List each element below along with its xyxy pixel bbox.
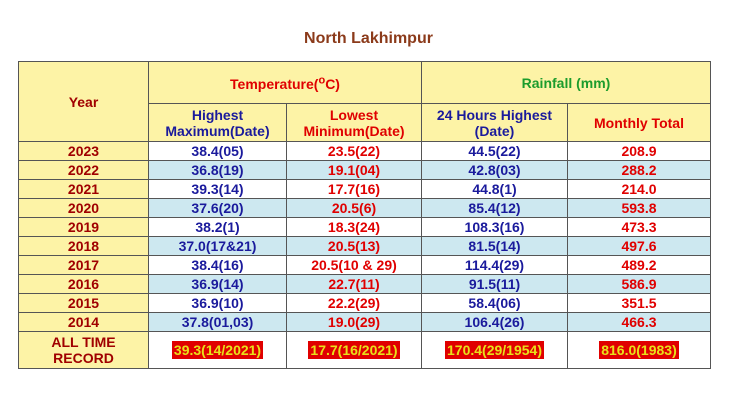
rain-24h-cell: 106.4(26)	[422, 313, 568, 332]
record-rain-24h-cell	[422, 332, 568, 369]
monthly-total-cell: 288.2	[568, 161, 711, 180]
record-label-line2: RECORD	[53, 350, 114, 366]
rain-24h-cell: 44.5(22)	[422, 142, 568, 161]
rain-24h-cell: 108.3(16)	[422, 218, 568, 237]
year-cell: 2017	[19, 256, 149, 275]
highest-max-cell: 39.3(14)	[149, 180, 287, 199]
record-label-line1: ALL TIME	[51, 334, 116, 350]
record-rain-24h-value: 170.4(29/1954)	[447, 342, 542, 358]
highest-max-cell: 36.9(10)	[149, 294, 287, 313]
lowest-minimum-header	[287, 104, 422, 142]
monthly-total-cell: 473.3	[568, 218, 711, 237]
highest-max-cell: 37.0(17&21)	[149, 237, 287, 256]
table-row	[19, 313, 711, 332]
rainfall-group-header: Rainfall (mm)	[422, 62, 711, 104]
table-row	[19, 294, 711, 313]
weather-record-table	[18, 61, 711, 369]
table-row	[19, 180, 711, 199]
highest-max-cell: 38.4(16)	[149, 256, 287, 275]
table-row	[19, 142, 711, 161]
highest-max-cell: 37.6(20)	[149, 199, 287, 218]
lowest-min-cell: 19.0(29)	[287, 313, 422, 332]
monthly-total-cell: 214.0	[568, 180, 711, 199]
group-header-row	[19, 62, 711, 104]
highest-max-cell: 38.4(05)	[149, 142, 287, 161]
monthly-total-cell: 208.9	[568, 142, 711, 161]
rain-24h-line2: (Date)	[474, 122, 515, 139]
monthly-total-cell: 466.3	[568, 313, 711, 332]
table-row	[19, 218, 711, 237]
year-cell: 2020	[19, 199, 149, 218]
rain-24h-line1: 24 Hours Highest	[436, 106, 553, 123]
highest-maximum-line1: Highest	[191, 106, 244, 123]
monthly-total-cell: 586.9	[568, 275, 711, 294]
temperature-group-header	[149, 62, 422, 104]
year-cell: 2019	[19, 218, 149, 237]
lowest-min-cell: 22.7(11)	[287, 275, 422, 294]
table-row	[19, 161, 711, 180]
record-monthly-total-cell	[568, 332, 711, 369]
highest-maximum-line2: Maximum(Date)	[165, 122, 270, 139]
rain-24h-cell: 44.8(1)	[422, 180, 568, 199]
table-row	[19, 199, 711, 218]
year-cell: 2022	[19, 161, 149, 180]
highest-max-cell: 37.8(01,03)	[149, 313, 287, 332]
highest-max-cell: 36.9(14)	[149, 275, 287, 294]
lowest-minimum-line2: Minimum(Date)	[303, 122, 405, 139]
monthly-total-cell: 351.5	[568, 294, 711, 313]
lowest-minimum-line1: Lowest	[329, 106, 379, 123]
lowest-min-cell: 20.5(6)	[287, 199, 422, 218]
record-lowest-min-value: 17.7(16/2021)	[310, 342, 398, 358]
page-title: North Lakhimpur	[304, 30, 433, 47]
table-row	[19, 237, 711, 256]
all-time-record-row	[19, 332, 711, 369]
lowest-min-cell: 23.5(22)	[287, 142, 422, 161]
year-cell: 2015	[19, 294, 149, 313]
rain-24h-cell: 85.4(12)	[422, 199, 568, 218]
lowest-min-cell: 20.5(10 & 29)	[287, 256, 422, 275]
lowest-min-cell: 17.7(16)	[287, 180, 422, 199]
rain-24h-cell: 58.4(06)	[422, 294, 568, 313]
table-row	[19, 256, 711, 275]
year-cell: 2018	[19, 237, 149, 256]
highest-max-cell: 38.2(1)	[149, 218, 287, 237]
record-lowest-min-cell	[287, 332, 422, 369]
record-highest-max-value: 39.3(14/2021)	[173, 342, 262, 358]
year-column-header: Year	[19, 62, 149, 142]
temperature-label: Temperature($^o$C)	[230, 74, 340, 93]
monthly-total-cell: 489.2	[568, 256, 711, 275]
highest-max-cell: 36.8(19)	[149, 161, 287, 180]
rain-24h-header	[422, 104, 568, 142]
highest-maximum-header	[149, 104, 287, 142]
lowest-min-cell: 18.3(24)	[287, 218, 422, 237]
lowest-min-cell: 22.2(29)	[287, 294, 422, 313]
lowest-min-cell: 19.1(04)	[287, 161, 422, 180]
monthly-total-cell: 497.6	[568, 237, 711, 256]
monthly-total-cell: 593.8	[568, 199, 711, 218]
rain-24h-cell: 114.4(29)	[422, 256, 568, 275]
record-monthly-total-value: 816.0(1983)	[601, 342, 677, 358]
all-time-record-label	[19, 332, 149, 369]
year-cell: 2023	[19, 142, 149, 161]
rain-24h-cell: 91.5(11)	[422, 275, 568, 294]
year-cell: 2021	[19, 180, 149, 199]
table-row	[19, 275, 711, 294]
year-cell: 2016	[19, 275, 149, 294]
rain-24h-cell: 81.5(14)	[422, 237, 568, 256]
year-cell: 2014	[19, 313, 149, 332]
rain-24h-cell: 42.8(03)	[422, 161, 568, 180]
monthly-total-header: Monthly Total	[568, 104, 711, 142]
record-highest-max-cell	[149, 332, 287, 369]
lowest-min-cell: 20.5(13)	[287, 237, 422, 256]
